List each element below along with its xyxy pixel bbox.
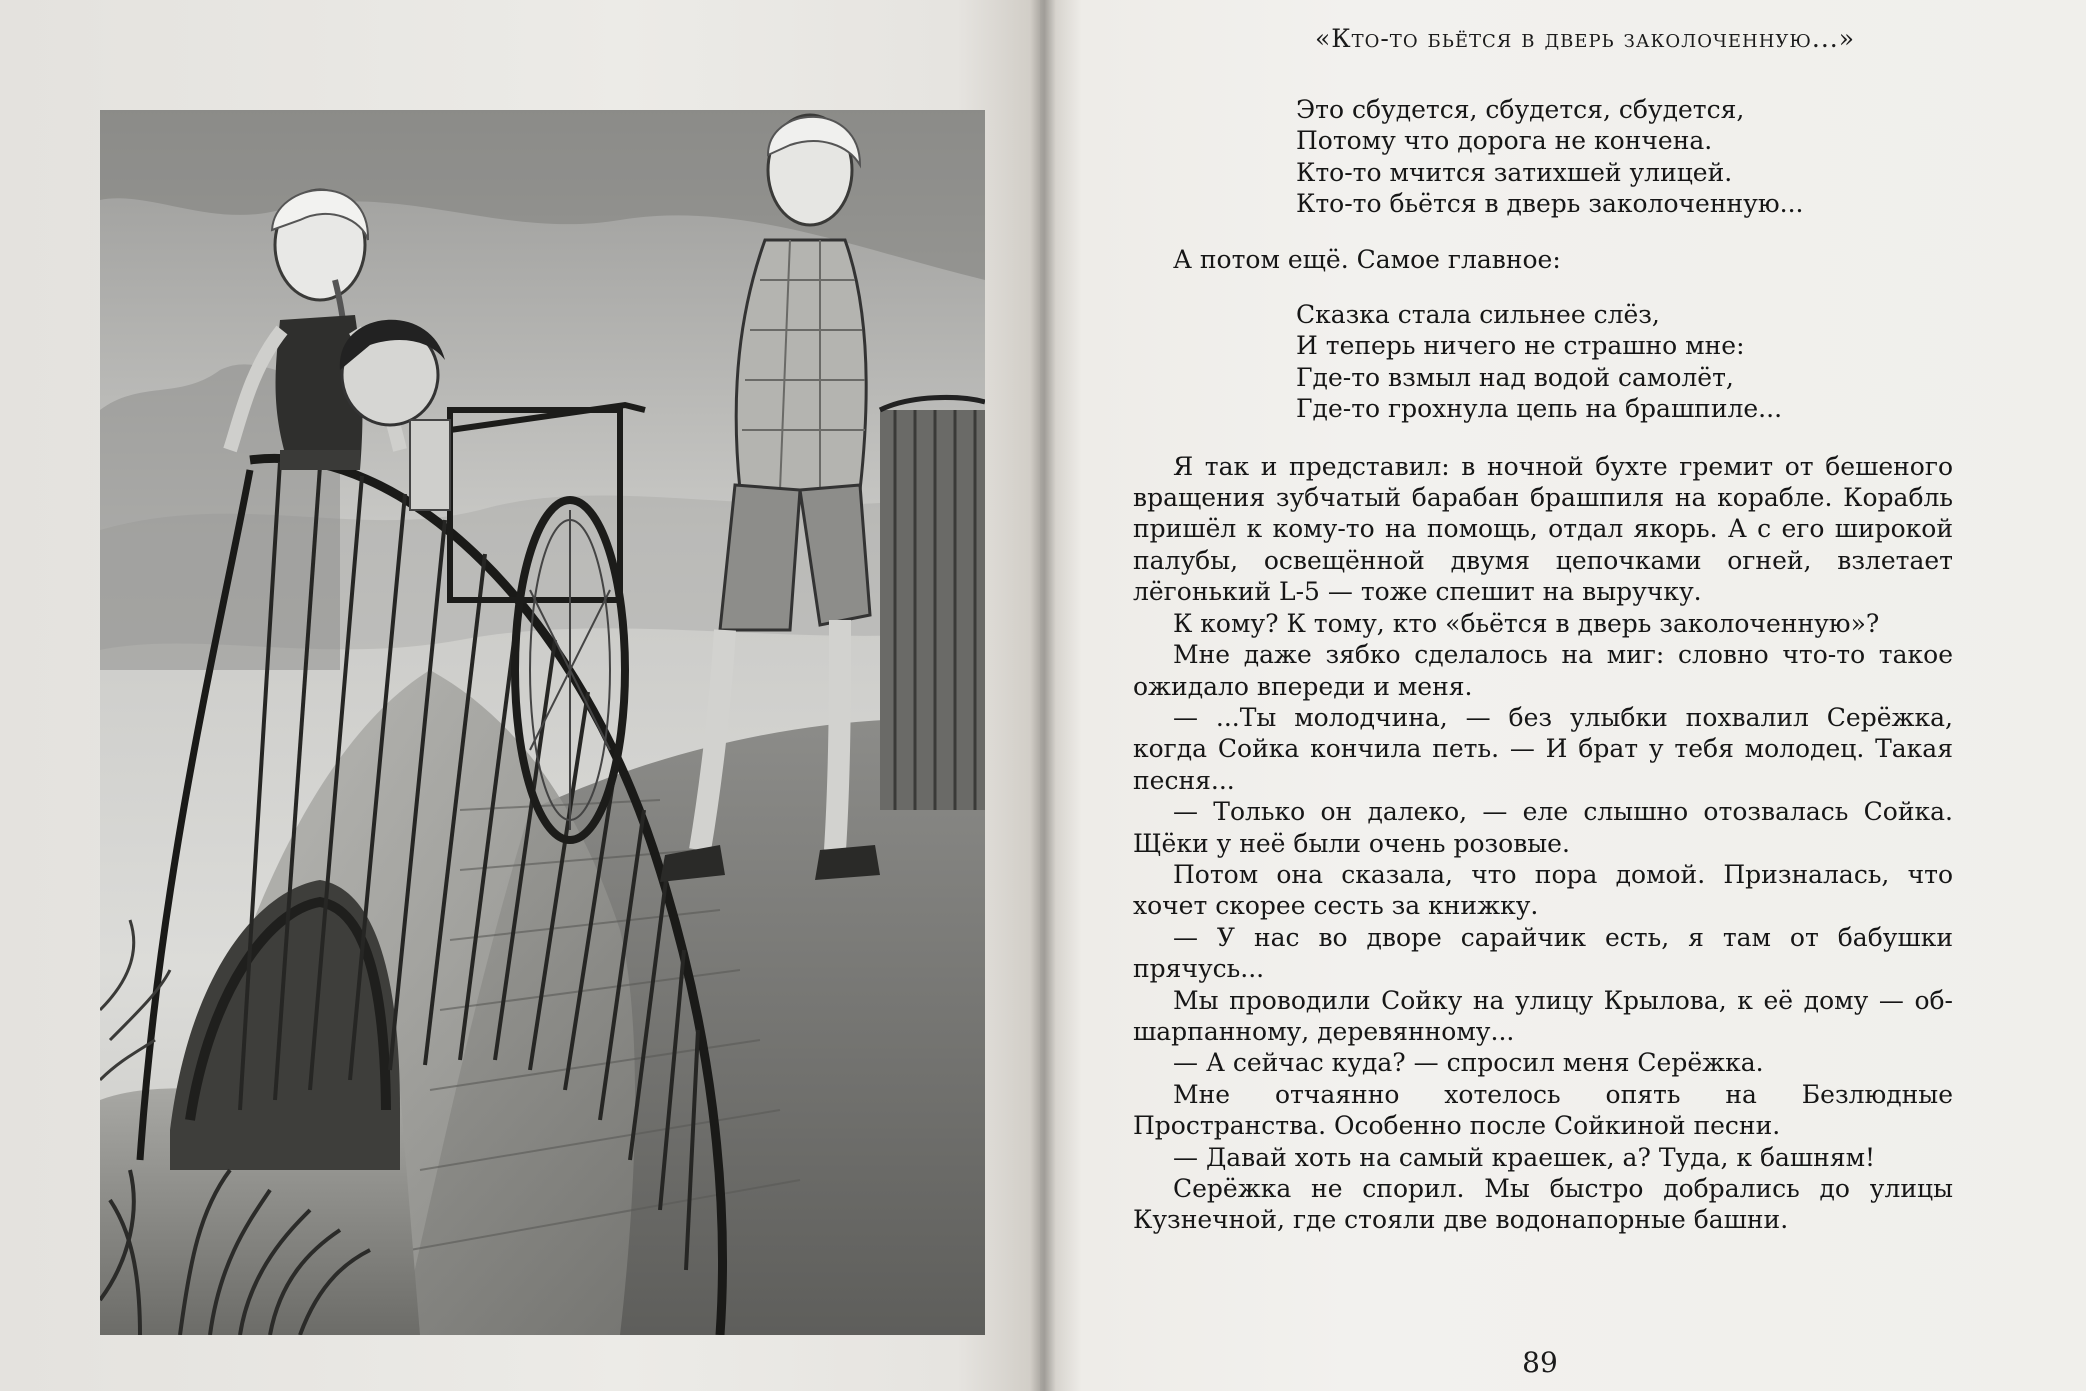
paragraph: Мы проводили Сойку на улицу Крылова, к её дому — обшарпанному, деревянному... bbox=[1133, 985, 1953, 1046]
paragraph: Потом она сказала, что пора домой. Призналась, что хочет скорее сесть за книжку. bbox=[1133, 859, 1953, 921]
verse-line: Сказка стала сильнее слёз, bbox=[1296, 300, 1660, 330]
verse-line: Это сбудется, сбудется, сбудется, bbox=[1296, 95, 1745, 124]
verse-line: Кто-то мчится затихшей улицей. bbox=[1296, 157, 1733, 187]
paragraph: Мне даже зябко сделалось на миг: словно что-то такое ожидало впереди и меня. bbox=[1133, 640, 1953, 701]
paragraph: Мне отчаянно хотелось опять на Безлюдные Пространства. Особенно после Сойкиной песни. bbox=[1133, 1079, 1953, 1141]
spacer bbox=[1133, 425, 1953, 451]
paragraph: Серёжка не спорил. Мы быстро добрались до улицы Кузнечной, где стояли две водонапорные башни. bbox=[1133, 1174, 1953, 1235]
paragraph-intro: А потом ещё. Самое главное: bbox=[1173, 244, 1561, 274]
paragraph: — У нас во дворе сарайчик есть, я там от бабушки прячусь... bbox=[1133, 922, 1953, 984]
book-gutter bbox=[1030, 0, 1056, 1391]
paragraph: — Давай хоть на самый краешек, а? Туда, к башням! bbox=[1173, 1142, 1876, 1172]
verse-line: И теперь ничего не страшно мне: bbox=[1296, 331, 1745, 361]
verse-line: Потому что дорога не кончена. bbox=[1296, 126, 1713, 156]
paragraph: К кому? К тому, кто «бьётся в дверь заколоченную»? bbox=[1173, 608, 1880, 638]
verse-line: Где-то взмыл над водой самолёт, bbox=[1296, 362, 1734, 392]
verse-line: Где-то грохнула цепь на брашпиле... bbox=[1296, 394, 1783, 424]
paragraph: — Только он далеко, — еле слышно отозвалась Сойка. Щёки у неё были очень розовые. bbox=[1133, 797, 1953, 858]
paragraph: Я так и представил: в ночной бухте гремит от бешеного вращения зубчатый барабан брашпиля на корабле. Корабль пришёл к кому-то на помощь, отдал якорь. А с его широкой палубы, освещённой двумя цепочками огней, взлетает лёгонький L-5 — тоже спешит на выручку. bbox=[1133, 451, 1953, 607]
page-text bbox=[1133, 80, 1953, 1236]
pencil-drawing bbox=[100, 110, 985, 1335]
verse-stanza-1 bbox=[1296, 94, 1953, 220]
illustration-bridge-children bbox=[100, 110, 985, 1335]
left-page bbox=[0, 0, 1040, 1391]
page-number: 89 bbox=[1522, 1346, 1558, 1379]
paragraph: — А сейчас куда? — спросил меня Серёжка. bbox=[1173, 1048, 1764, 1078]
paragraph: — ...Ты молодчина, — без улыбки похвалил Серёжка, когда Сойка кончила петь. — И брат у тебя молодец. Такая песня... bbox=[1133, 702, 1953, 795]
verse-stanza-2 bbox=[1296, 299, 1953, 425]
running-head: «Кто-то бьётся в дверь заколоченную...» bbox=[1314, 24, 1856, 53]
verse-line: Кто-то бьётся в дверь заколоченную... bbox=[1296, 189, 1804, 219]
